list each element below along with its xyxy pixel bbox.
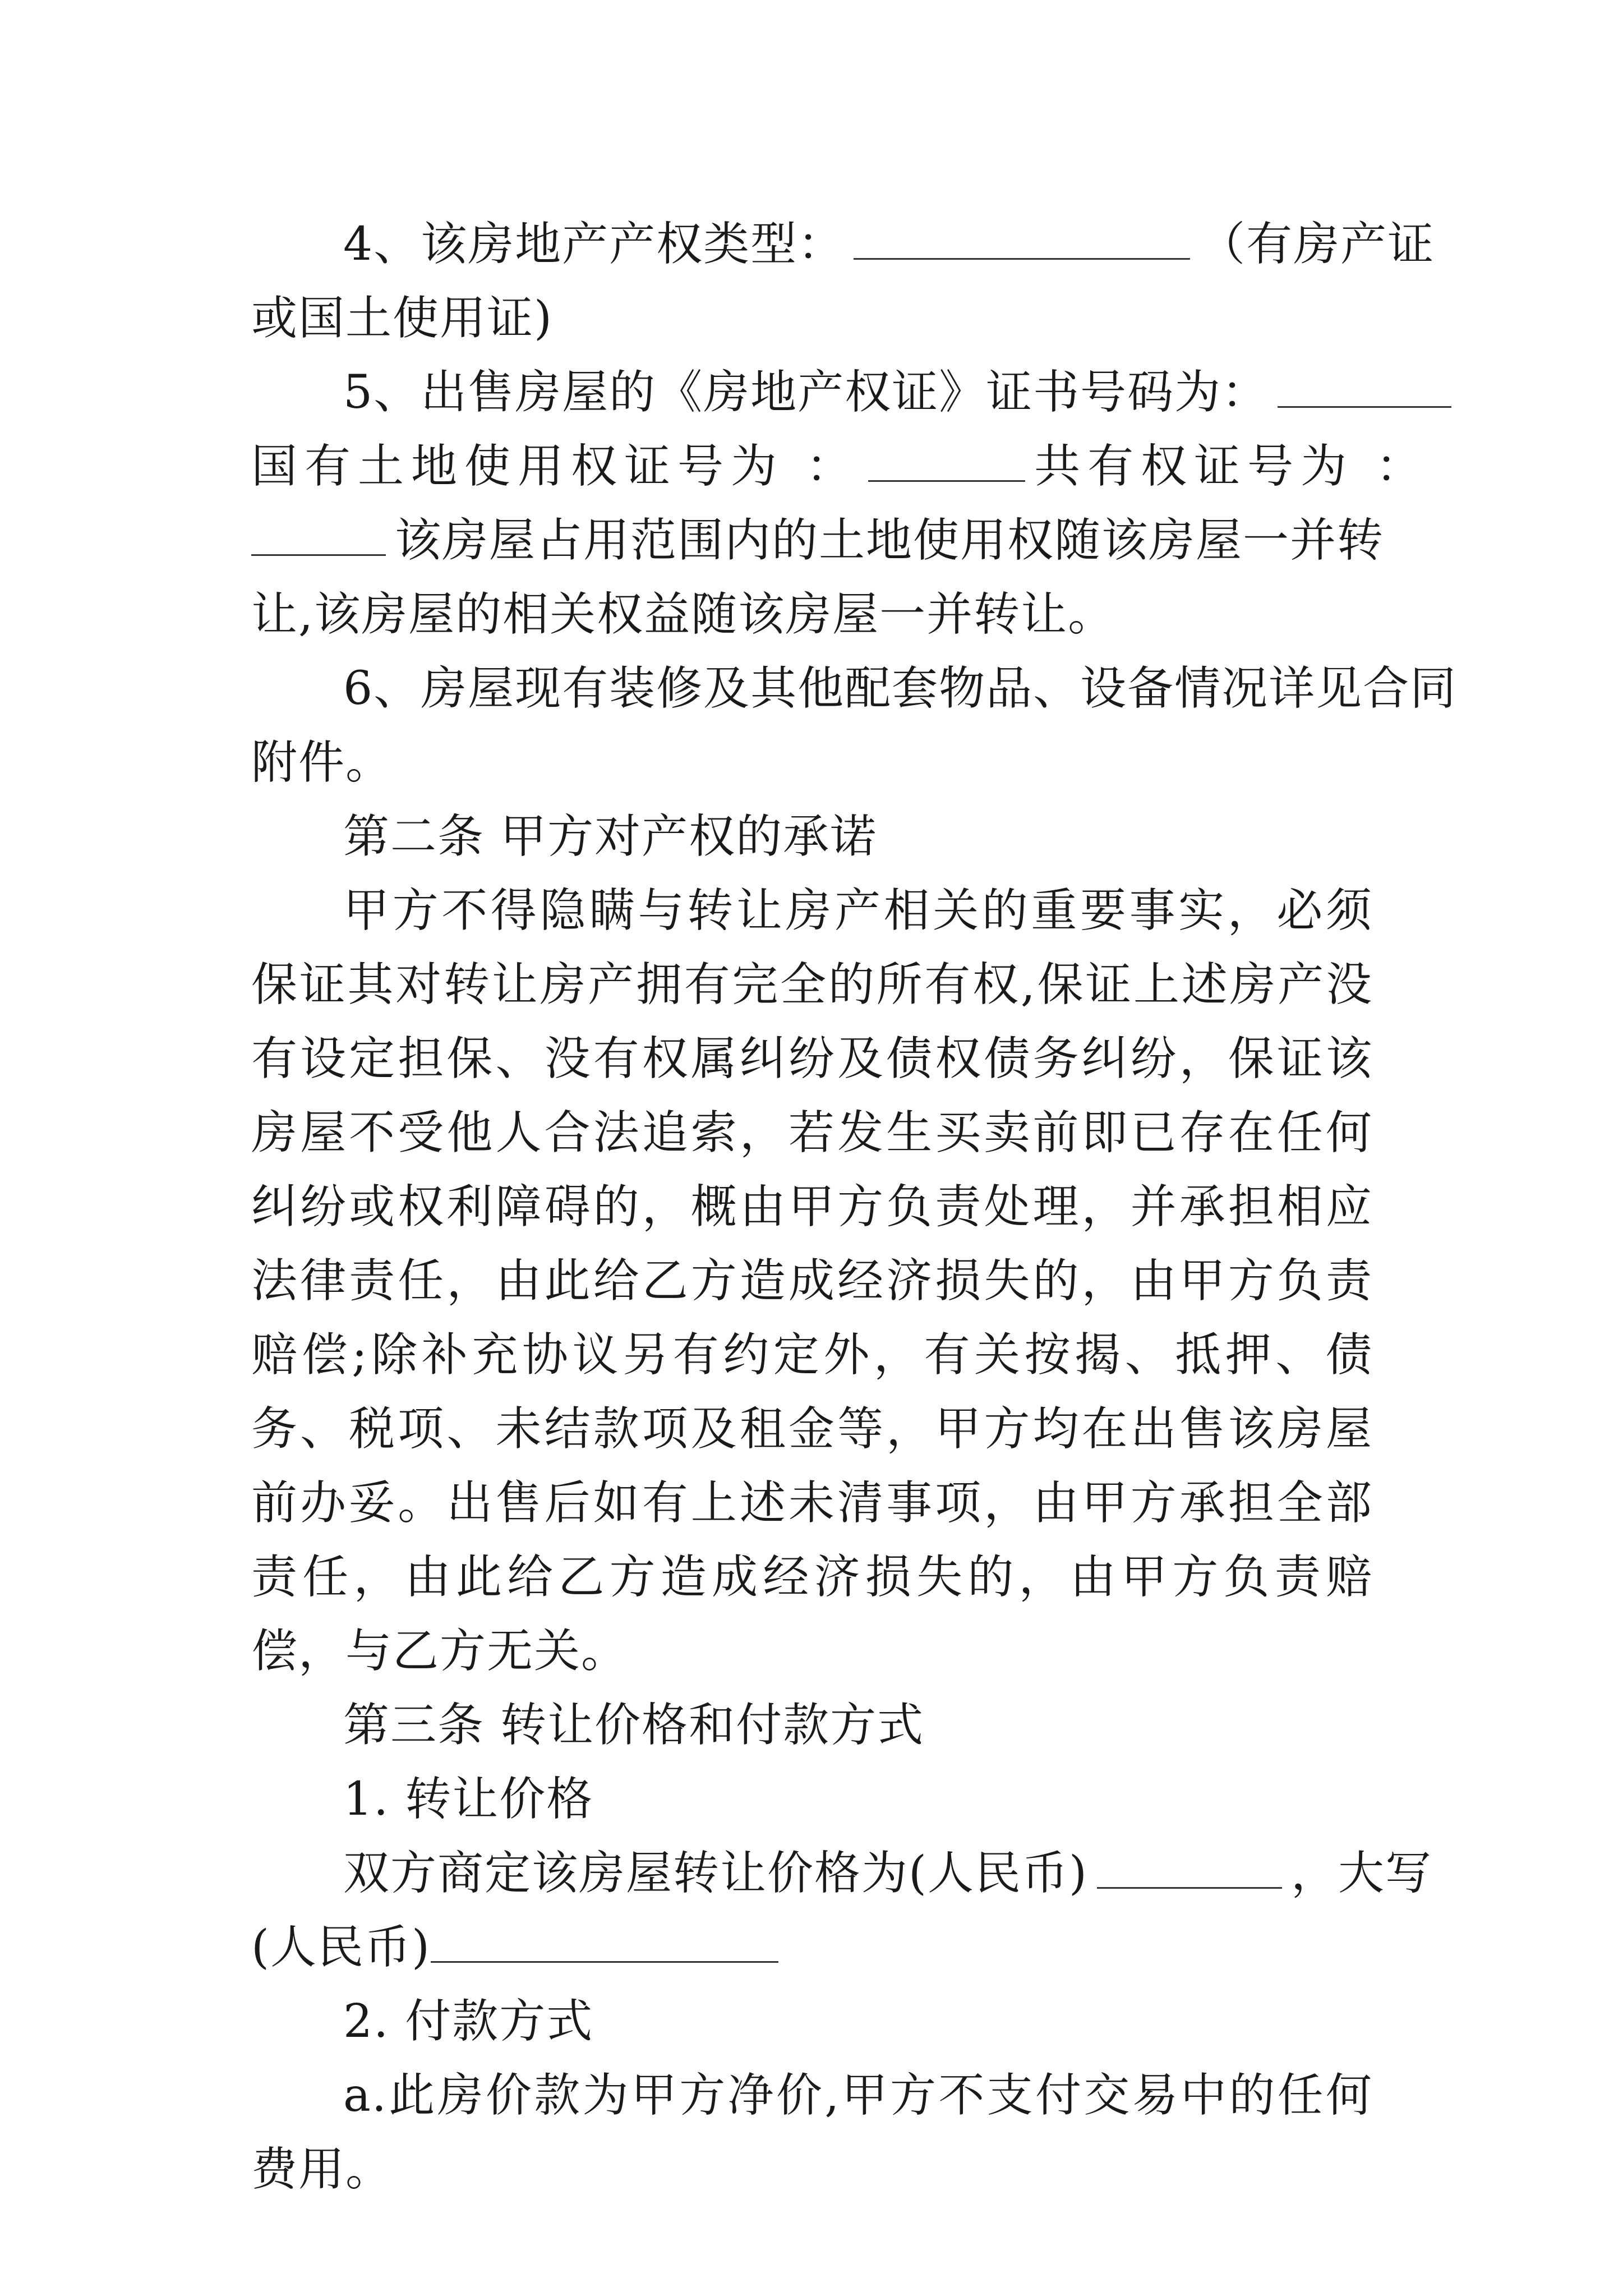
price-rmb-label: (人民币): [251, 1921, 431, 1974]
item-5-line-4: 让,该房屋的相关权益随该房屋一并转让。: [251, 588, 1115, 641]
payment-item-a: a.此房价款为甲方净价,甲方不支付交易中的任何费用。: [251, 2069, 1373, 2196]
article-3-subheading-payment: 2. 付款方式: [343, 1995, 594, 2048]
item-6-line-1: 6、房屋现有装修及其他配套物品、设备情况详见合同: [343, 662, 1458, 715]
price-line-2: [251, 1911, 1373, 1985]
certificate-number-blank[interactable]: [1278, 367, 1451, 408]
article-2-body: 甲方不得隐瞒与转让房产相关的重要事实，必须保证其对转让房产拥有完全的所有权,保证上述房产没有设定担保、没有权属纠纷及债权债务纠纷，保证该房屋不受他人合法追索，若发生买卖前即已存在任何纠纷或权利障碍的，概由甲方负责处理，并承担相应法律责任，由此给乙方造成经济损失的，由甲方负责赔偿;除补充协议另有约定外，有关按揭、抵押、债务、税项、未结款项及租金等，甲方均在出售该房屋前办妥。出售后如有上述未清事项，由甲方承担全部责任，由此给乙方造成经济损失的，由甲方负责赔偿，与乙方无关。: [251, 884, 1373, 1678]
land-use-cert-blank[interactable]: [868, 441, 1025, 482]
price-label: 双方商定该房屋转让价格为(人民币): [343, 1847, 1088, 1900]
land-use-cert-label: 国有土地使用权证号为 ：: [251, 440, 860, 493]
item-5-line-2: [251, 430, 1430, 504]
property-type-blank[interactable]: [854, 219, 1190, 260]
item-5-line-3: [251, 504, 1385, 578]
item-5-land-transfer-text: 该房屋占用范围内的土地使用权随该房屋一并转: [395, 514, 1385, 567]
item-4-paragraph: [251, 208, 1435, 356]
item-4-line-1: [251, 208, 1435, 282]
price-uppercase-label: ，大写: [1290, 1847, 1432, 1900]
item-4-line-2: 或国土使用证): [251, 292, 553, 345]
article-3-heading: 第三条 转让价格和付款方式: [343, 1699, 925, 1752]
price-amount-blank[interactable]: [1097, 1848, 1282, 1889]
co-ownership-cert-label: 共有权证号为 ：: [1034, 440, 1430, 493]
price-uppercase-blank[interactable]: [431, 1922, 778, 1963]
document-page: [251, 208, 1458, 2207]
article-2-heading: 第二条 甲方对产权的承诺: [343, 810, 878, 863]
item-4-prefix: 4、该房地产产权类型：: [343, 218, 845, 271]
item-5-paragraph: [251, 356, 1430, 652]
item-4-suffix: （有房产证: [1199, 218, 1435, 271]
price-paragraph: [251, 1837, 1432, 1985]
article-3-subheading-price: 1. 转让价格: [343, 1773, 594, 1826]
item-6-line-2: 附件。: [251, 736, 393, 789]
co-ownership-cert-blank[interactable]: [251, 515, 386, 556]
item-5-line-1: [251, 356, 1373, 430]
price-line-1: [251, 1837, 1432, 1911]
item-6-paragraph: [251, 652, 1458, 800]
item-5-certificate-text: 5、出售房屋的《房地产权证》证书号码为：: [343, 366, 1269, 419]
